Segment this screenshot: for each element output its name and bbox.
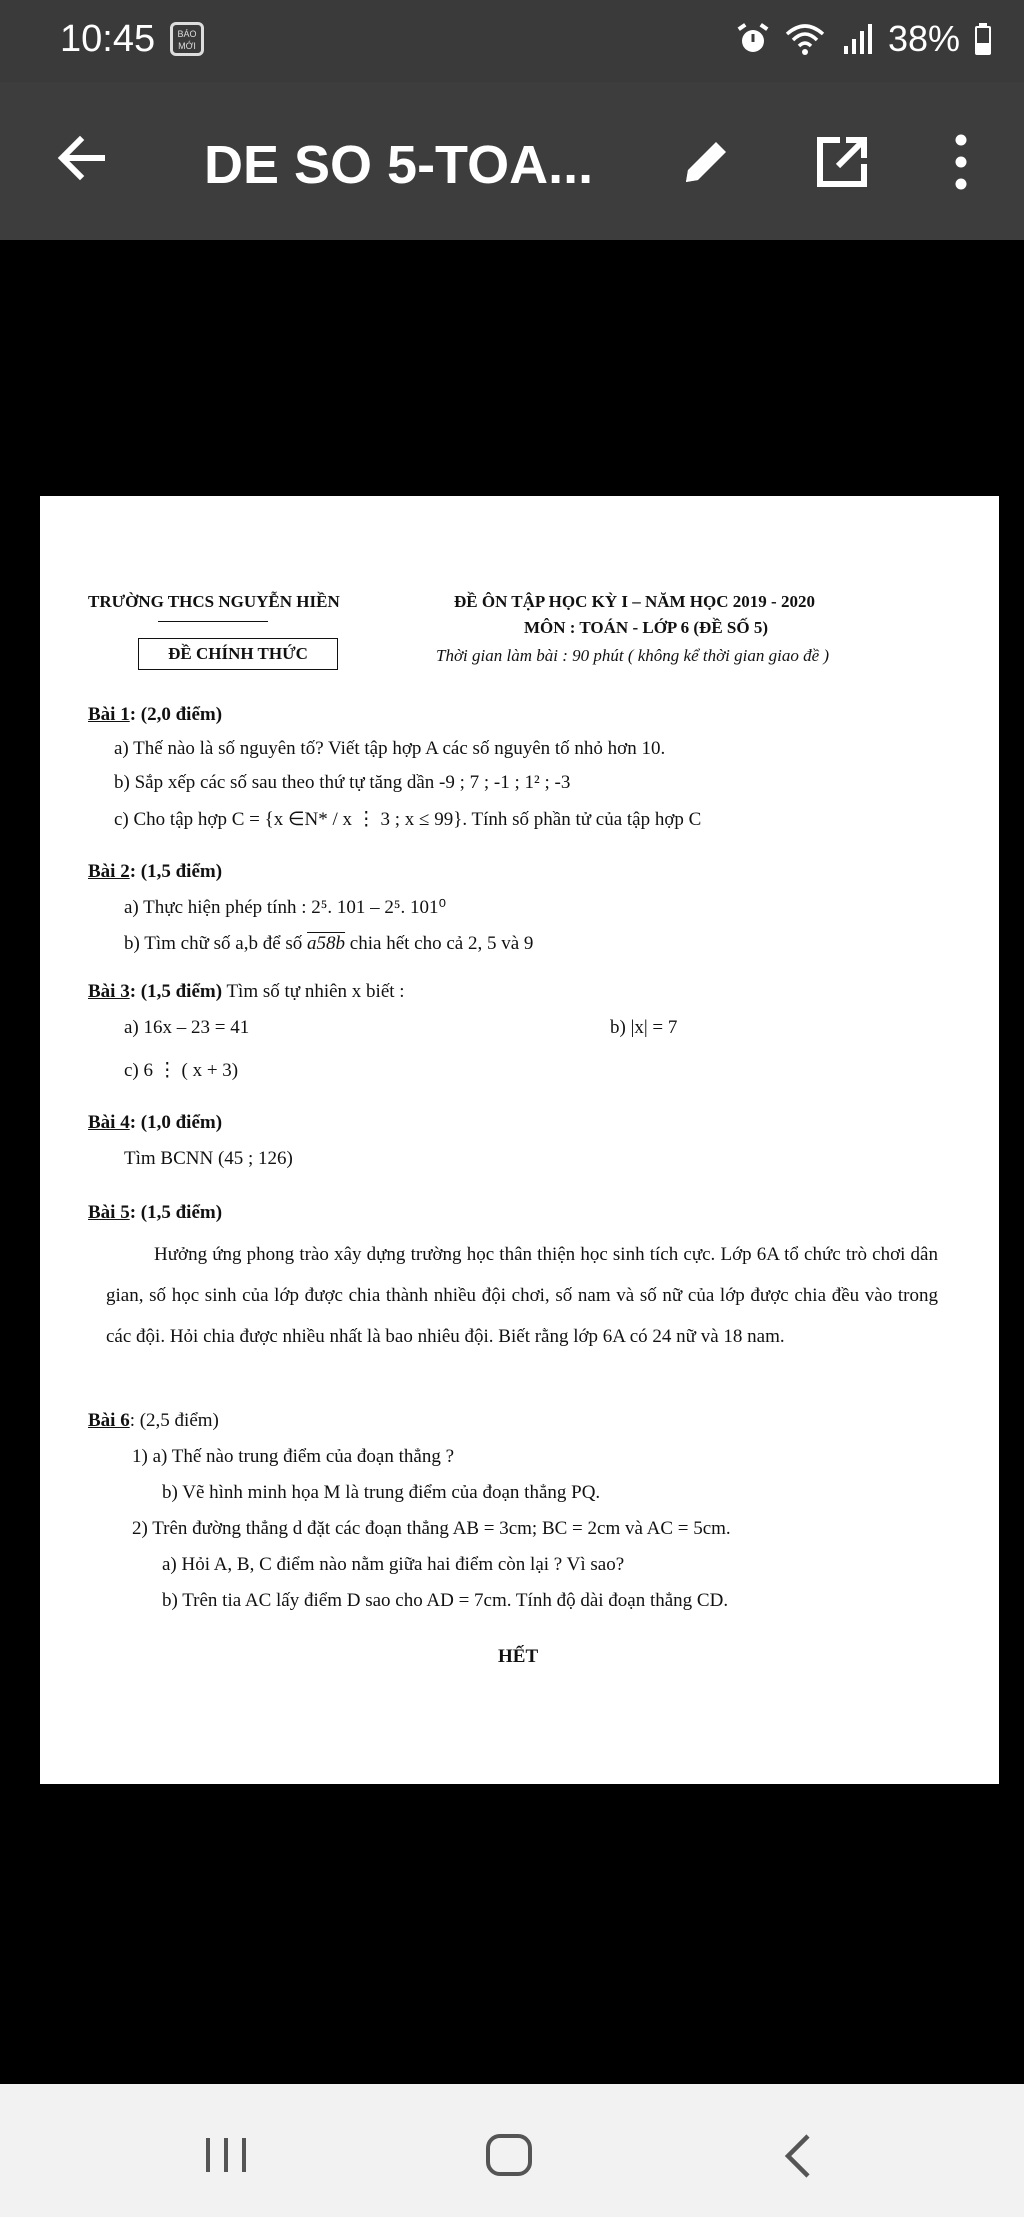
bai2-b: b) Tìm chữ số a,b để số a58b chia hết cho cả 2, 5 và 9	[124, 933, 534, 954]
bai3-c: c) 6 ⋮ ( x + 3)	[124, 1060, 239, 1081]
clock: 10:45	[60, 18, 156, 60]
alarm-icon	[736, 22, 770, 56]
bai1-heading: Bài 1: (2,0 điểm)	[88, 704, 223, 725]
status-icons	[736, 18, 992, 60]
bai6-heading: Bài 6: (2,5 điểm)	[88, 1410, 219, 1431]
battery-icon	[974, 22, 992, 56]
bai1-a: a) Thế nào là số nguyên tố? Viết tập hợp A các số nguyên tố nhỏ hơn 10.	[114, 738, 666, 759]
document-page[interactable]	[40, 496, 999, 1784]
exam-title: ĐỀ ÔN TẬP HỌC KỲ I – NĂM HỌC 2019 - 2020	[454, 592, 815, 611]
bai4-heading: Bài 4: (1,0 điểm)	[88, 1112, 223, 1133]
bai4-a: Tìm BCNN (45 ; 126)	[124, 1148, 293, 1169]
app-bar	[0, 82, 1024, 240]
back-chevron-icon[interactable]	[778, 2132, 818, 2180]
document-title: DE SO 5-TOA...	[204, 135, 594, 195]
wifi-icon	[784, 22, 826, 56]
bai5-heading: Bài 5: (1,5 điểm)	[88, 1202, 223, 1223]
battery-percent: 38%	[887, 18, 960, 59]
open-external-icon[interactable]	[812, 132, 872, 192]
pencil-icon[interactable]	[676, 132, 736, 192]
status-bar	[0, 0, 1024, 82]
divider	[158, 621, 268, 622]
recent-apps-icon[interactable]	[204, 2136, 248, 2174]
end-marker: HẾT	[498, 1646, 539, 1667]
exam-subject: MÔN : TOÁN - LỚP 6 (ĐỀ SỐ 5)	[524, 618, 768, 637]
home-icon[interactable]	[486, 2134, 532, 2176]
bai2-a: a) Thực hiện phép tính : 2⁵. 101 – 2⁵. 101⁰	[124, 897, 447, 918]
bai6-1a: 1) a) Thế nào trung điểm của đoạn thẳng ?	[132, 1446, 455, 1467]
bai6-2b: b) Trên tia AC lấy điểm D sao cho AD = 7cm. Tính độ dài đoạn thẳng CD.	[162, 1590, 729, 1611]
bai5-text: Hưởng ứng phong trào xây dựng trường học thân thiện học sinh tích cực. Lớp 6A tổ chức trò chơi dân gian, số học sinh của lớp được chia thành nhiều đội chơi, số nam và số nữ của lớp được chia đều vào trong các đội. Hỏi chia được nhiều nhất là bao nhiêu đội. Biết rằng lớp 6A có 24 nữ và 18 nam.	[106, 1244, 938, 1347]
more-vert-icon[interactable]	[946, 130, 976, 194]
bai6-2a: a) Hỏi A, B, C điểm nào nằm giữa hai điểm còn lại ? Vì sao?	[162, 1554, 625, 1575]
bai3-a: a) 16x – 23 = 41	[124, 1017, 250, 1038]
arrow-left-icon[interactable]	[52, 128, 112, 188]
news-notification-icon: BÁO MỚI	[170, 22, 204, 56]
official-badge: ĐỀ CHÍNH THỨC	[138, 638, 338, 670]
bai1-c: c) Cho tập hợp C = {x ∈N* / x ⋮ 3 ; x ≤ 99}. Tính số phần tử của tập hợp C	[114, 809, 702, 830]
navigation-bar	[0, 2084, 1024, 2217]
exam-duration: Thời gian làm bài : 90 phút ( không kể thời gian giao đề )	[436, 646, 830, 665]
bai6-1b: b) Vẽ hình minh họa M là trung điểm của đoạn thẳng PQ.	[162, 1482, 601, 1503]
bai1-b: b) Sắp xếp các số sau theo thứ tự tăng dần -9 ; 7 ; -1 ; 1² ; -3	[114, 772, 571, 793]
signal-icon	[840, 22, 874, 56]
school-name: TRƯỜNG THCS NGUYỄN HIỀN	[88, 592, 340, 611]
bai6-2: 2) Trên đường thẳng d đặt các đoạn thẳng AB = 3cm; BC = 2cm và AC = 5cm.	[132, 1518, 731, 1539]
bai3-heading: Bài 3: (1,5 điểm) Tìm số tự nhiên x biết :	[88, 981, 405, 1002]
bai2-heading: Bài 2: (1,5 điểm)	[88, 861, 223, 882]
bai3-b: b) |x| = 7	[610, 1017, 678, 1038]
